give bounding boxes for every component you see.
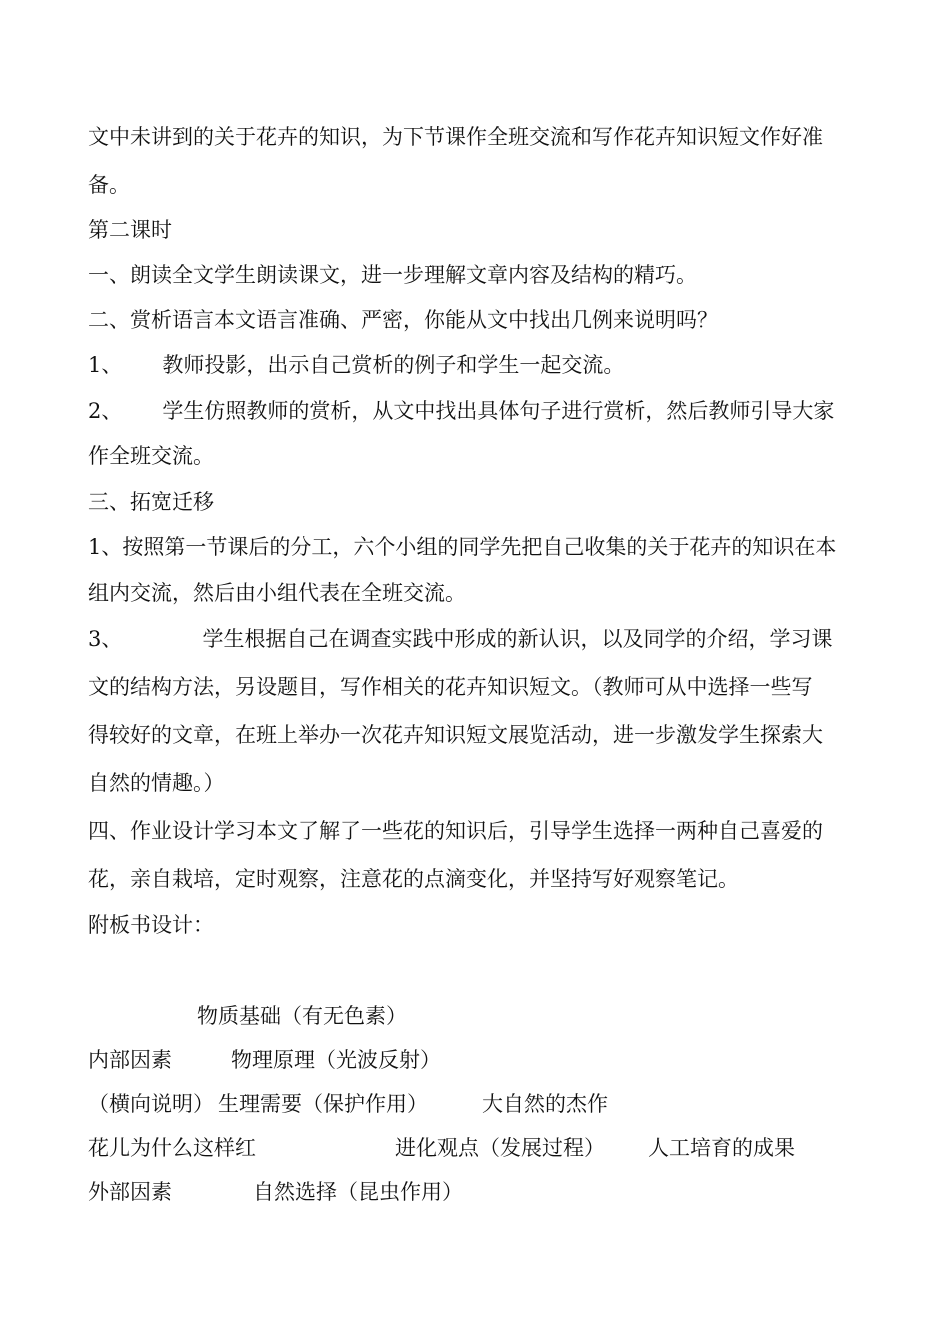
board-natural-selection: 自然选择（昆虫作用） <box>253 1180 463 1204</box>
board-external-factors: 外部因素 <box>88 1180 172 1204</box>
board-nature-masterpiece: 大自然的杰作 <box>482 1092 608 1116</box>
section-two: 二、赏析语言本文语言准确、严密，你能从文中找出几例来说明吗？ <box>88 308 718 332</box>
item-2: 2、 学生仿照教师的赏析，从文中找出具体句子进行赏析，然后教师引导大家 <box>88 399 835 423</box>
board-material-basis: 物质基础（有无色素） <box>197 1004 407 1028</box>
board-title: 花儿为什么这样红 <box>88 1136 256 1160</box>
item-3-1-cont: 组内交流，然后由小组代表在全班交流。 <box>88 581 466 605</box>
board-evolution-view: 进化观点（发展过程） <box>395 1136 605 1160</box>
board-physiological-need: 生理需要（保护作用） <box>218 1092 428 1116</box>
board-horizontal-note: （横向说明） <box>88 1092 214 1116</box>
item-3-1: 1、按照第一节课后的分工，六个小组的同学先把自己收集的关于花卉的知识在本 <box>88 535 837 559</box>
board-heading: 附板书设计： <box>88 913 214 937</box>
text-line-1: 文中未讲到的关于花卉的知识，为下节课作全班交流和写作花卉知识短文作好准 <box>88 125 823 149</box>
lesson-heading: 第二课时 <box>88 218 172 242</box>
item-3-3-cont-1: 文的结构方法，另设题目，写作相关的花卉知识短文。（教师可从中选择一些写 <box>88 675 813 699</box>
board-physical-principle: 物理原理（光波反射） <box>231 1048 441 1072</box>
section-one: 一、朗读全文学生朗读课文，进一步理解文章内容及结构的精巧。 <box>88 263 697 287</box>
item-3-3-cont-3: 自然的情趣。） <box>88 771 225 795</box>
item-3-3-cont-2: 得较好的文章，在班上举办一次花卉知识短文展览活动，进一步激发学生探索大 <box>88 723 823 747</box>
text-line-2: 备。 <box>88 173 130 197</box>
item-3-3: 3、 学生根据自己在调查实践中形成的新认识，以及同学的介绍，学习课 <box>88 627 833 651</box>
item-1: 1、 教师投影，出示自己赏析的例子和学生一起交流。 <box>88 353 625 377</box>
section-three: 三、拓宽迁移 <box>88 490 214 514</box>
item-2-cont: 作全班交流。 <box>88 444 214 468</box>
section-four-cont: 花，亲自栽培，定时观察，注意花的点滴变化，并坚持写好观察笔记。 <box>88 867 739 891</box>
board-internal-factors: 内部因素 <box>88 1048 172 1072</box>
board-artificial-result: 人工培育的成果 <box>648 1136 795 1160</box>
section-four: 四、作业设计学习本文了解了一些花的知识后，引导学生选择一两种自己喜爱的 <box>88 819 823 843</box>
